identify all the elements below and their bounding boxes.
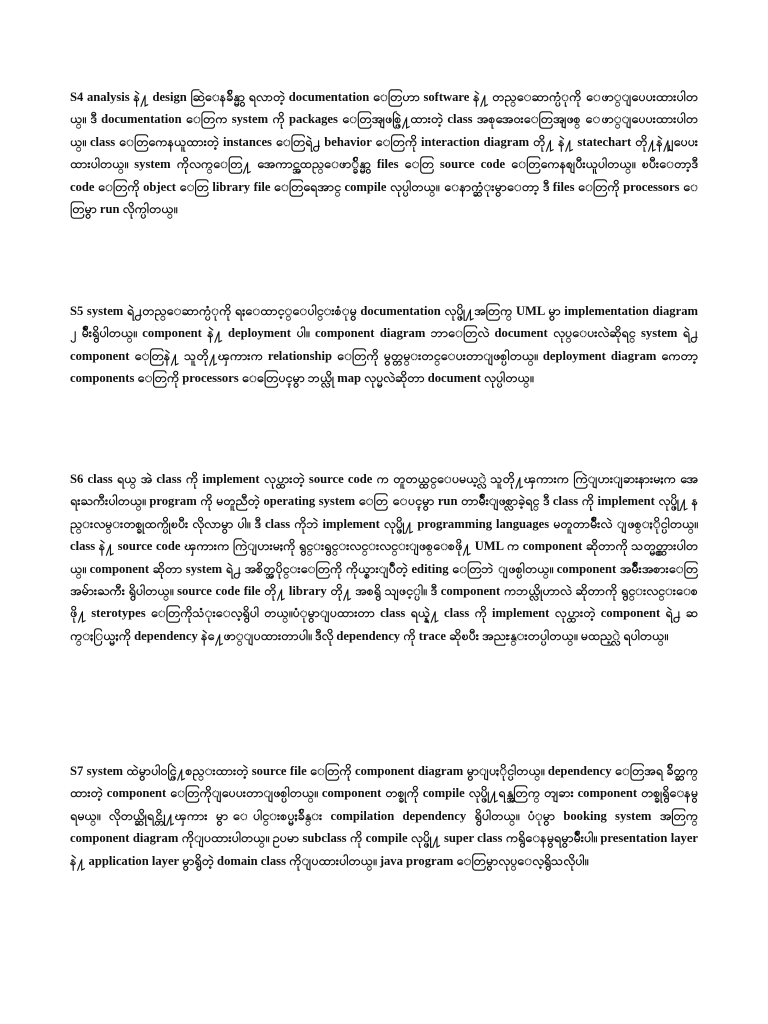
paragraph-s7: S7 system ထဲမွာပါဝင္ဖြဲ႔စည္းထားတဲ့ source file ေတြကို component diagram မွာျပႏိုင္ပါတယ္။ dependency ေတြအရ ခ်ိတ္ဆက္ထားတဲ့ component ေတြကိုျပေပးတာျဖစ္ပါတယ္။ component တစ္ခုကို compile လုပ္ဖို႔ရန္အတြက္ တျခား component တစ္ခုရွိေနမွရမယ္။ လိုတယ္ဆိုရင္တို႔ၾကား မွာ ေပါင္းစပ္မႈခ်ိန္း compilation dependency ရွိပါတယ္။ ပံုမွာ booking system အတြက္ component diagram ကိုျပထားပါတယ္။ ဥပမာ subclass ကို compile လုပ္ဖို႔ super class ကရွိေနမွရမွာမ်ိဳးပါ။ presentation layer နဲ႔ application layer မွာရွိတဲ့ domain class ကိုျပထားပါတယ္။ java program ေတြမွာလုပ္ေလ့ရွိသလိုပါ။ [70,764,698,868]
paragraph-s4: S4 analysis နဲ႔ design ဆြဲေနခ်ိန္မွာ ရလာတဲ့ documentation ေတြဟာ software နဲ႔ တည္ေဆာက္ပံုကို ေဖာ္ျပေပးထားပါတယ္။ ဒီ documentation ေတြက system ကို packages ေတြအျဖစ္ဖြဲ႔ထားတဲ့ class အစုအေဝးေတြအျဖစ္ ေဖာ္ျပေပးထားပါတယ္။ class ေတြကေနယူထားတဲ့ instances ေတြရဲ႕ behavior ေတြကို interaction diagram တို႔ နဲ႔ statechart တို႔နဲ႔ျပေပးထားပါတယ္။ system ကိုလက္ေတြ႔ အေကာင္အထည္ေဖာ္ခ်ိန္မွာ files ေတြ source code ေတြကေနစျပီးယူပါတယ္။ ၿပီးေတာ့ဒီ code ေတြကို object ေတြ library file ေတြရေအာင္ compile လုပ္ပါတယ္။ ေနာက္ဆံုးမွာေတာ့ ဒီ files ေတြကို processors ေတြမွာ run လိုက္ပါတယ္။ [70,90,698,217]
paragraph-s5: S5 system ရဲ႕တည္ေဆာက္ပံုကို ရႈေထာင့္ေပါင္းစံုမွ documentation လုပ္ဖို႔အတြက္ UML မွာ implementation diagram ၂ မ်ိဳးရွိပါတယ္။ component နဲ႔ deployment ပါ။ component diagram ဘာေတြလဲ document လုပ္ေပးလဲဆိုရင္ system ရဲ႕ component ေတြနဲ႔ သူတို႔ၾကားက relationship ေတြကို မွတ္တမ္းတင္ေပးတာျဖစ္ပါတယ္။ deployment diagram ကေတာ့ components ေတြကို processors ေတြေပၚမွာ ဘယ္လို map လုပ္မလဲဆိုတာ document လုပ္ပါတယ္။ [70,304,698,386]
paragraph-s6: S6 class ရယ္ အဲ class ကို implement လုပ္ထားတဲ့ source code က တူတယ္ထင္ေပမယ့္လဲ သူတို႔ၾကားက ကြဲျပားျခားနားမႈက အေရးႀကီးပါတယ္။ program ကို မတူညီတဲ့ operating system ေတြ ေပၚမွာ run တာမ်ိဳးျဖစ္လာခဲ့ရင္ ဒီ class ကို implement လုပ္ဖို႔ နည္းလမ္းတစ္ခုထက္ပိုၿပီး လိုလာမွာ ပါ။ ဒီ class ကိုဘဲ implement လုပ္ဖို႔ programming languages မတူတာမ်ိဳးလဲ ျဖစ္ႏိုင္ပါတယ္။ class နဲ႔ source code ၾကားက ကြဲျပားမႈကို ရွင္းရွင္းလင္းလင္းျဖစ္ေစဖို႔ UML က component ဆိုတာကို သတ္မွတ္ထားပါတယ္။ component ဆိုတာ system ရဲ႕ အစိတ္အပိုင္းေတြကို ကိုယ္စားျပဳတဲ့ editing ေတြဘဲ ျဖစ္ပါတယ္။ component အမ်ိဳးအစားေတြအမ်ားႀကီး ရွိပါတယ္။ source code file တို႔ library တို႔ အစရွိ သျဖင့္ပါ။ ဒီ component ကဘယ္လိုဟာလဲ ဆိုတာကို ရွင္းလင္းေစဖို႔ sterotypes ေတြကိုသံုးေလ့ရွိပါ တယ္။ပံုမွာျပထားတာ class ရယ္နဲ႔ class ကို implement လုပ္ထားတဲ့ component ရဲ႕ ဆက္ႏြယ္မႈကို dependency နဲ႔ေဖာ္ျပထားတာပါ။ ဒီလို dependency ကို trace ဆိုၿပီး အညႊန္းတပ္ပါတယ္။ မထည့္လဲ ရပါတယ္။ [70,472,698,643]
